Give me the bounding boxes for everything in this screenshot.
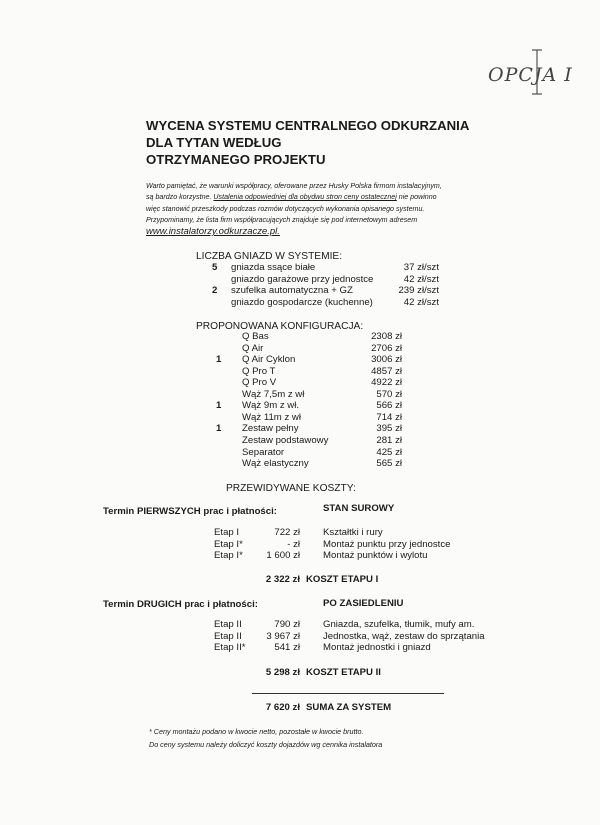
socket-name: gniazdo garażowe przy jednostce [231,273,374,285]
stage-label: Etap I [214,527,240,538]
config-item-name: Wąż 9m z wł. [242,400,300,412]
stage-amount: 3 967 zł [266,630,300,642]
socket-qty: 5 [212,262,218,273]
stage-label: Etap II [214,630,242,642]
config-item-price: 566 zł [376,400,402,412]
title-line-1: WYCENA SYSTEMU CENTRALNEGO ODKURZANIA [146,118,470,133]
stage-label: Etap I* [214,550,243,562]
stage-label: Etap II [214,619,242,630]
intro-line-3: więc stanowić przeszkody podczas rozmów dotyczących wykonania opisanego systemu. [146,204,425,213]
title-line-2: DLA TYTAN WEDŁUG [146,135,282,150]
config-qty: 1 [216,400,222,412]
socket-name: szufelka automatyczna + GZ [231,285,353,297]
stage-description: Montaż punktów i wylotu [323,550,428,562]
sockets-heading: LICZBA GNIAZD W SYSTEMIE: [196,251,343,262]
costs-heading: PRZEWIDYWANE KOSZTY: [226,483,356,494]
config-item-price: 395 zł [376,423,402,435]
config-item-price: 2308 zł [371,331,402,342]
config-item-price: 4857 zł [371,365,402,377]
stage-label: Etap I* [214,538,243,550]
intro-line-2-c: nie powinno [396,193,437,202]
socket-price: 37 zł/szt [403,262,439,273]
intro-line-2 [146,192,476,203]
config-item-name: Q Air Cyklon [242,354,296,366]
stage2-status: PO ZASIEDLENIU [323,598,404,609]
socket-name: gniazdo gospodarcze (kuchenne) [231,297,373,309]
socket-qty: 2 [212,285,218,297]
footnote-2: Do ceny systemu należy doliczyć koszty dojazdów wg cennika instalatora [149,740,383,749]
stage-amount: - zł [287,538,300,550]
stage-label: Etap II* [214,642,246,654]
stage1-term: Termin PIERWSZYCH prac i płatności: [103,506,277,517]
config-item-price: 281 zł [376,434,402,446]
intro-line-2-a: są bardzo korzystne. [146,193,214,202]
config-item-name: Zestaw pełny [242,423,299,435]
config-item-price: 425 zł [376,446,402,458]
config-qty: 1 [216,423,222,435]
config-item-name: Zestaw podstawowy [242,434,329,446]
footnote-1: * Ceny montażu podano w kwocie netto, pozostałe w kwocie brutto. [149,727,364,736]
config-item-price: 570 zł [376,388,402,400]
config-qty: 1 [216,354,222,366]
stage-description: Kształtki i rury [323,527,383,538]
title-line-3: OTRZYMANEGO PROJEKTU [146,152,326,167]
stage2-total-amount: 5 298 zł [265,667,300,678]
stage-amount: 541 zł [274,642,300,654]
config-item-name: Q Pro V [242,377,277,389]
config-item-name: Wąż 7,5m z wł [242,388,305,400]
stage-description: Gniazda, szufelka, tłumik, mufy am. [323,619,475,630]
config-item-price: 2706 zł [371,342,402,354]
config-item-price: 565 zł [376,458,402,470]
installers-link[interactable]: www.instalatorzy.odkurzacze.pl. [146,226,280,238]
intro-line-1: Warto pamiętać, że warunki współpracy, oferowane przez Husky Polska firmom instalacyjnym, [146,182,442,190]
config-item-name: Wąż elastyczny [242,458,309,470]
sum-amount: 7 620 zł [265,702,300,713]
socket-name: gniazda ssące białe [231,262,316,273]
socket-price: 42 zł/szt [403,297,439,309]
sum-divider [252,693,444,694]
stage1-total-label: KOSZT ETAPU I [306,574,379,585]
stage-amount: 790 zł [274,619,300,630]
intro-line-2-underlined: Ustalenia odpowiedniej dla obydwu stron ceny ostatecznej [213,193,397,202]
stage2-total-label: KOSZT ETAPU II [306,667,381,678]
intro-line-4: Przypominamy, że lista firm współpracujących znajduje się pod internetowym adresem [146,215,418,224]
document-title [146,117,506,168]
stage1-status: STAN SUROWY [323,503,395,514]
handwritten-bracket [530,48,544,98]
config-item-name: Wąż 11m z wł [242,411,301,423]
config-item-name: Q Bas [242,331,269,342]
handwritten-note: OPCJA I [488,64,573,86]
config-item-price: 714 zł [376,411,402,423]
sum-label: SUMA ZA SYSTEM [306,702,392,713]
socket-price: 42 zł/szt [403,273,439,285]
stage-description: Montaż punktu przy jednostce [323,538,451,550]
stage-amount: 722 zł [274,527,300,538]
intro-paragraph [146,181,476,237]
stage-amount: 1 600 zł [266,550,300,562]
stage2-term: Termin DRUGICH prac i płatności: [103,599,258,610]
stage1-total-amount: 2 322 zł [265,574,300,585]
config-item-name: Q Air [242,342,264,354]
config-item-name: Separator [242,446,285,458]
config-heading: PROPONOWANA KONFIGURACJA: [196,321,364,332]
config-item-price: 4922 zł [371,377,402,389]
stage-description: Montaż jednostki i gniazd [323,642,431,654]
socket-price: 239 zł/szt [398,285,439,297]
config-item-price: 3006 zł [371,354,402,366]
config-item-name: Q Pro T [242,365,276,377]
stage-description: Jednostka, wąż, zestaw do sprzątania [323,630,485,642]
